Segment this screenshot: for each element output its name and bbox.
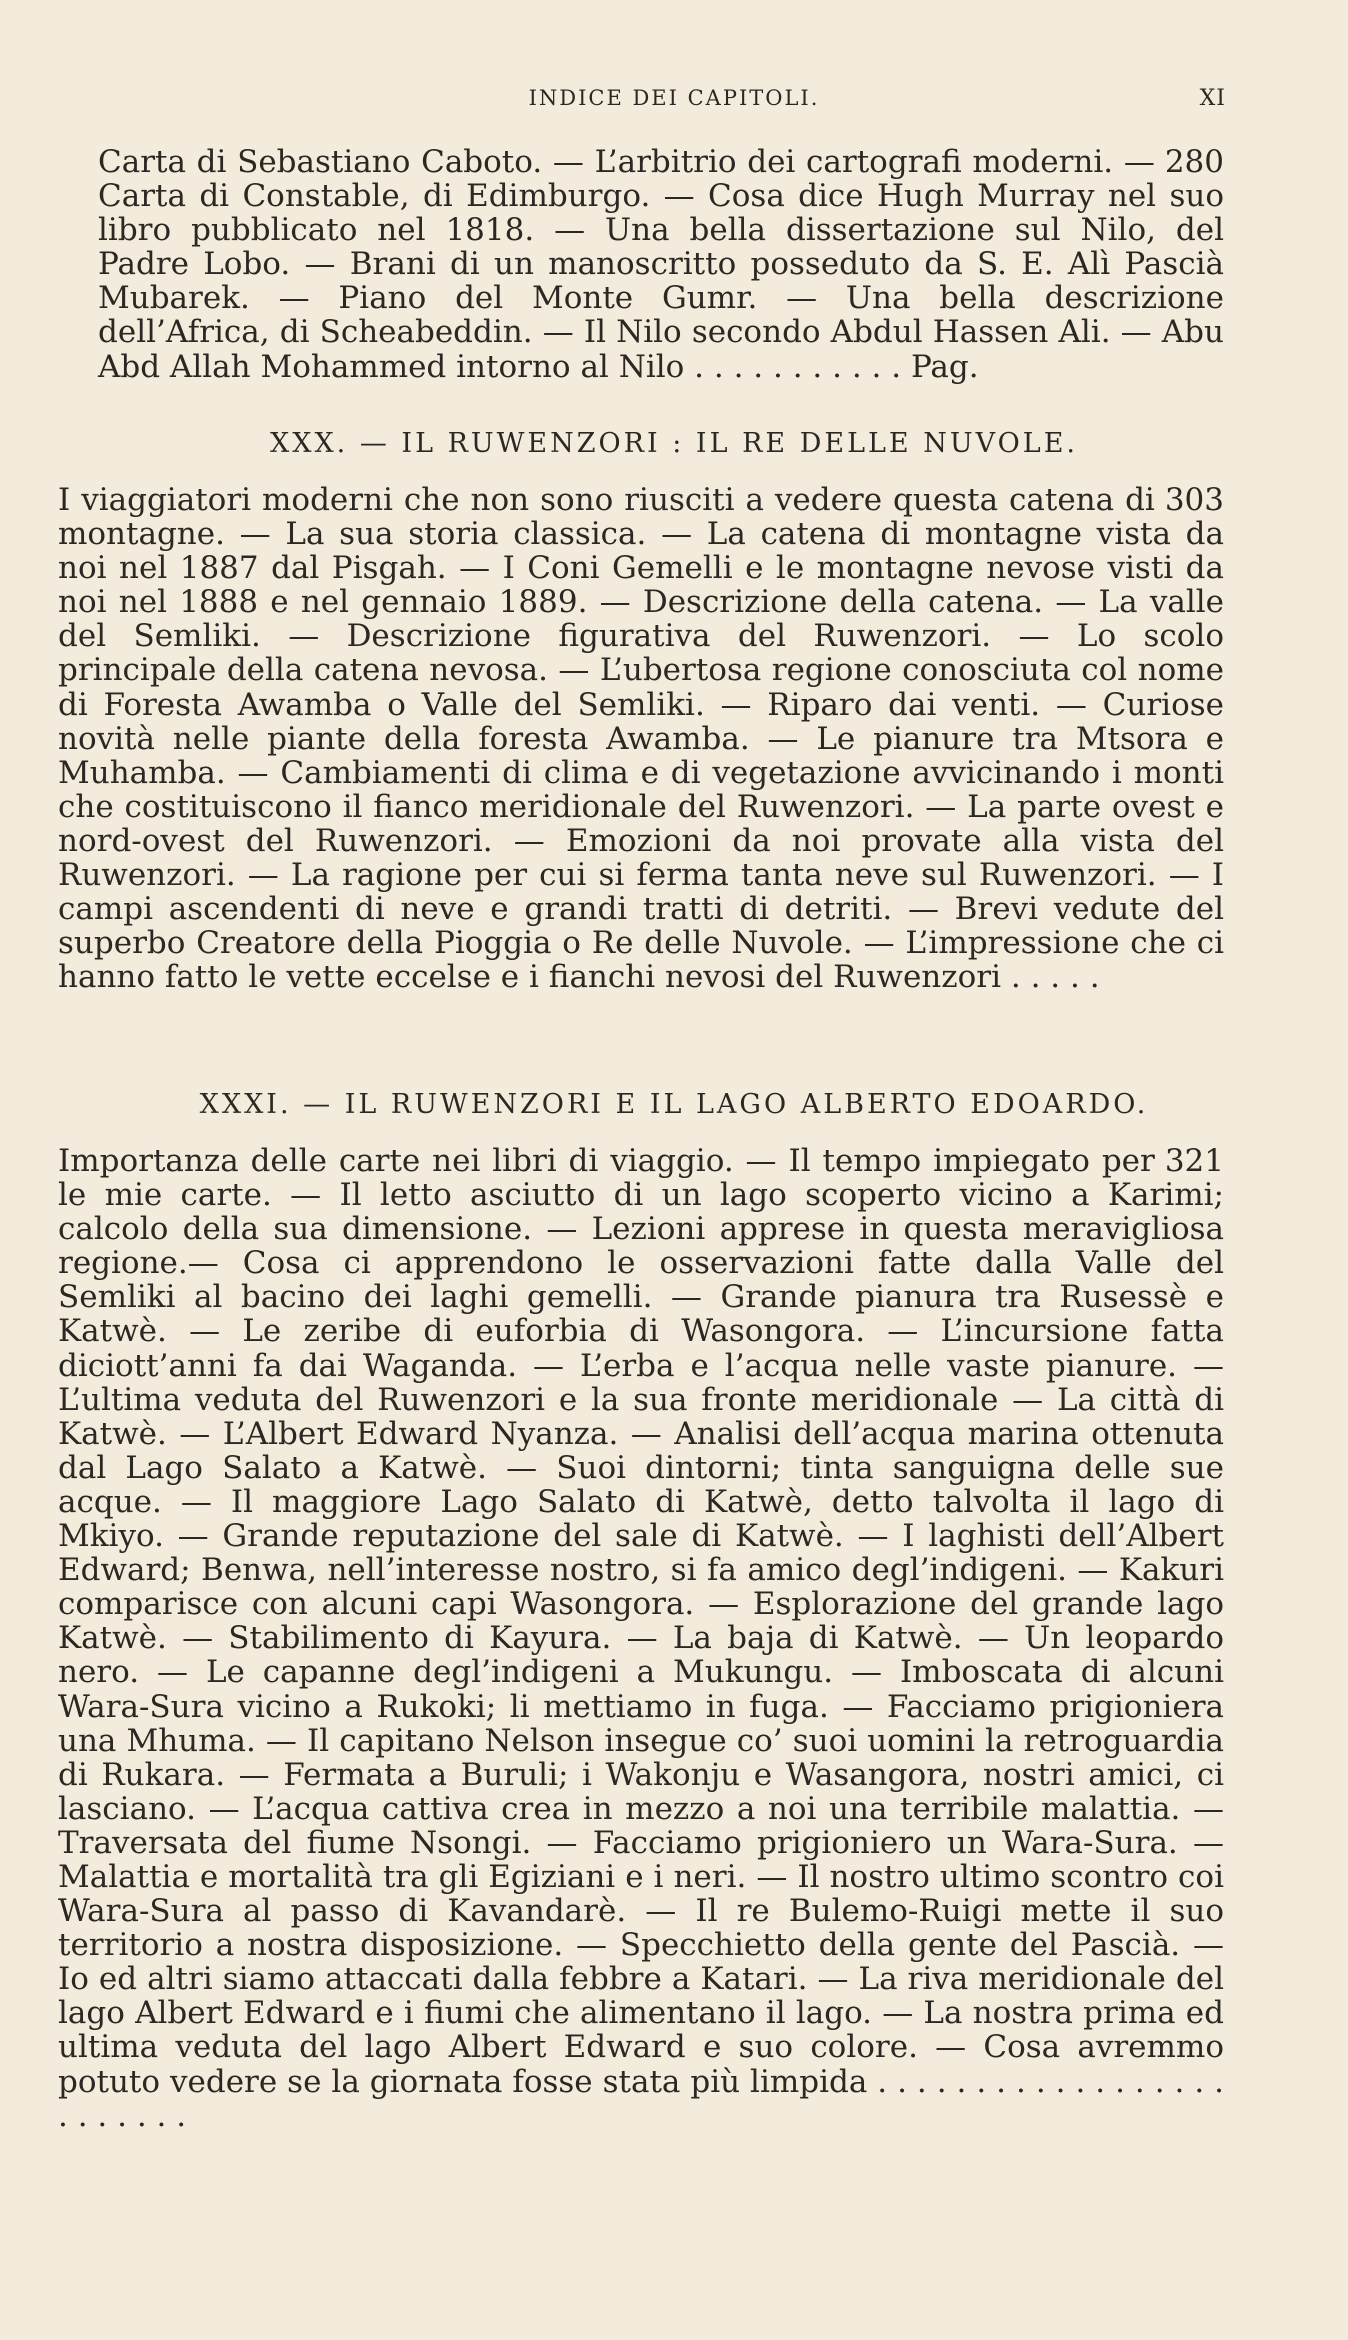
entry-text: 303 I viaggiatori moderni che non sono riusciti a vedere questa catena di montagne. — La sua storia classica. — La catena di montagne vista da noi nel 1887 dal Pisgah. — I Coni Gemelli e le montagne nevose visti da noi nel 1888 e nel gennaio 1889. — Descrizione della catena. — La valle del Semliki. — Descrizione figurativa del Ruwenzori. — Lo scolo principale della catena nevosa. — L’ubertosa regione conosciuta col nome di Foresta Awamba o Valle del Semliki. — Riparo dai venti. — Curiose novità nelle piante della foresta Awamba. — Le pianure tra Mtsora e Muhamba. — Cambiamenti di clima e di vegetazione avvicinando i monti che costituiscono il fianco meridionale del Ruwenzori. — La parte ovest e nord-ovest del Ruwenzori. — Emozioni da noi provate alla vista del Ruwenzori. — La ragione per cui si ferma tanta neve sul Ruwenzori. — I campi ascendenti di neve e grandi tratti di detriti. — Brevi vedute del superbo Creatore della Pioggia o Re delle Nuvole. — L’impressione che ci hanno fatto le vette eccelse e i fianchi nevosi del Ruwenzori . . . . . bbox=[58, 482, 1224, 996]
entry-continuation bbox=[58, 145, 1224, 384]
chapter-heading-xxx: XXX. — IL RUWENZORI : IL RE DELLE NUVOLE. bbox=[270, 428, 1078, 459]
header-page-number: XI bbox=[1199, 86, 1226, 111]
entry-page-ref: 303 bbox=[1164, 482, 1224, 518]
chapter-xxx-summary bbox=[58, 483, 1224, 994]
running-header bbox=[0, 86, 1348, 126]
entry-page-ref: 321 bbox=[1164, 1143, 1224, 1179]
chapter-heading-xxxi: XXXI. — IL RUWENZORI E IL LAGO ALBERTO EDOARDO. bbox=[199, 1089, 1149, 1120]
entry-text: 280 Carta di Sebastiano Caboto. — L’arbitrio dei cartografi moderni. — Carta di Constable, di Edimburgo. — Cosa dice Hugh Murray nel suo libro pubblicato nel 1818. — Una bella dissertazione sul Nilo, del Padre Lobo. — Brani di un manoscritto posseduto da S. E. Alì Pascià Mubarek. — Piano del Monte Gumr. — Una bella descrizione dell’Africa, di Scheabeddin. — Il Nilo secondo Abdul Hassen Ali. — Abu Abd Allah Mohammed intorno al Nilo . . . . . . . . . . . Pag. bbox=[98, 144, 1224, 385]
entry-text: 321 Importanza delle carte nei libri di viaggio. — Il tempo impiegato per le mie carte. — Il letto asciutto di un lago scoperto vicino a Karimi; calcolo della sua dimensione. — Lezioni apprese in questa meravigliosa regione.— Cosa ci apprendono le osservazioni fatte dalla Valle del Semliki al bacino dei laghi gemelli. — Grande pianura tra Rusessè e Katwè. — Le zeribe di euforbia di Wasongora. — L’incursione fatta diciott’anni fa dai Waganda. — L’erba e l’acqua nelle vaste pianure. — L’ultima veduta del Ruwenzori e la sua fronte meridionale — La città di Katwè. — L’Albert Edward Nyanza. — Analisi dell’acqua marina ottenuta dal Lago Salato a Katwè. — Suoi dintorni; tinta sanguigna delle sue acque. — Il maggiore Lago Salato di Katwè, detto talvolta il lago di Mkiyo. — Grande reputazione del sale di Katwè. — I laghisti dell’Albert Edward; Benwa, nell’interesse nostro, si fa amico degl’indigeni. — Kakuri comparisce con alcuni capi Wasongora. — Esplorazione del grande lago Katwè. — Stabilimento di Kayura. — La baja di Katwè. — Un leopardo nero. — Le capanne degl’indigeni a Mukungu. — Imboscata di alcuni Wara-Sura vicino a Rukoki; li mettiamo in fuga. — Facciamo prigioniera una Mhuma. — Il capitano Nelson insegue co’ suoi uomini la retroguardia di Rukara. — Fermata a Buruli; i Wakonju e Wasangora, nostri amici, ci lasciano. — L’acqua cattiva crea in mezzo a noi una terribile malattia. — Traversata del fiume Nsongi. — Facciamo prigioniero un Wara-Sura. — Malattia e mortalità tra gli Egiziani e i neri. — Il nostro ultimo scontro coi Wara-Sura al passo di Kavandarè. — Il re Bulemo-Ruigi mette il suo territorio a nostra disposizione. — Specchietto della gente del Pascià. — Io ed altri siamo attaccati dalla febbre a Katari. — La riva meridionale del lago Albert Edward e i fiumi che alimentano il lago. — La nostra prima ed ultima veduta del lago Albert Edward e suo colore. — Cosa avremmo potuto vedere se la giornata fosse stata più limpida . . . . . . . . . . . . . . . . . . . . . . . . . bbox=[58, 1143, 1224, 2134]
chapter-xxxi-summary bbox=[58, 1144, 1224, 2133]
header-title: INDICE DEI CAPITOLI. bbox=[528, 86, 820, 110]
entry-page-ref: 280 bbox=[1164, 144, 1224, 180]
